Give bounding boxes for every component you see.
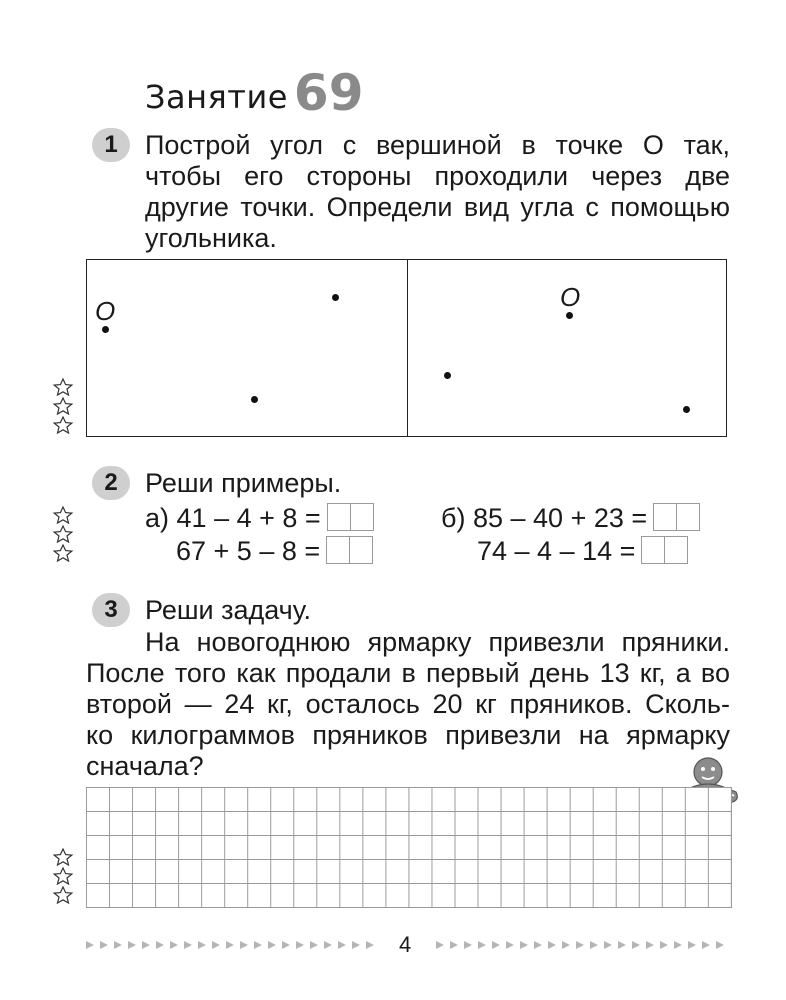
expression: 74 – 4 – 14 = bbox=[477, 536, 636, 566]
expression: 41 – 4 + 8 = bbox=[176, 503, 321, 533]
expression: 85 – 40 + 23 = bbox=[472, 503, 648, 533]
answer-box[interactable] bbox=[327, 503, 374, 531]
difficulty-stars bbox=[52, 378, 76, 435]
expression: 67 + 5 – 8 = bbox=[176, 536, 321, 566]
star-icon bbox=[52, 506, 74, 524]
col-a-label: а) bbox=[145, 503, 170, 533]
point-o-label: О bbox=[95, 296, 116, 326]
lesson-word: Занятие bbox=[145, 78, 288, 116]
task2-b-row1 bbox=[441, 503, 700, 534]
star-icon bbox=[52, 867, 74, 885]
point bbox=[683, 406, 690, 413]
star-icon bbox=[52, 886, 74, 904]
point-o bbox=[102, 326, 109, 333]
answer-box[interactable] bbox=[326, 536, 373, 564]
footer-arrows-right bbox=[436, 940, 731, 950]
point-o bbox=[566, 312, 573, 319]
lesson-number: 69 bbox=[293, 64, 364, 122]
page-footer bbox=[86, 930, 731, 960]
task3-line: На новогоднюю ярмарку привезли пряники. bbox=[145, 627, 730, 657]
task1-line: чтобы его стороны проходили через две bbox=[145, 161, 730, 191]
star-icon bbox=[52, 544, 74, 562]
star-icon bbox=[52, 525, 74, 543]
task1-badge: 1 bbox=[92, 128, 130, 162]
col-b-label: б) bbox=[441, 503, 466, 533]
drawing-box-right[interactable] bbox=[406, 259, 727, 437]
task2-heading: Реши примеры. bbox=[145, 468, 342, 498]
star-icon bbox=[52, 416, 74, 434]
task3-badge: 3 bbox=[92, 593, 130, 627]
point-o-label: О bbox=[560, 282, 581, 312]
star-icon bbox=[52, 397, 74, 415]
task2-b-row2 bbox=[477, 536, 688, 567]
difficulty-stars bbox=[52, 506, 76, 563]
task2-a-row1 bbox=[145, 503, 374, 534]
difficulty-stars bbox=[52, 848, 76, 905]
task3-line: После того как продали в первый день 13 кг, а во bbox=[86, 658, 730, 688]
star-icon bbox=[52, 378, 74, 396]
answer-grid[interactable] bbox=[86, 787, 732, 908]
task1-text bbox=[145, 130, 730, 254]
task2-a-row2 bbox=[176, 536, 373, 567]
task1-line: другие точки. Определи вид угла с помощью bbox=[145, 192, 730, 222]
answer-box[interactable] bbox=[653, 503, 700, 531]
point bbox=[332, 294, 339, 301]
point bbox=[251, 396, 258, 403]
footer-arrows-left bbox=[86, 940, 376, 950]
answer-box[interactable] bbox=[641, 536, 688, 564]
task1-line: угольника. bbox=[145, 223, 277, 253]
task3-line: сначала? bbox=[86, 751, 204, 781]
task3-heading: Реши задачу. bbox=[145, 595, 312, 625]
task2-badge: 2 bbox=[92, 466, 130, 500]
task3-line: второй — 24 кг, осталось 20 кг пряников. Сколь- bbox=[86, 689, 730, 719]
task3-text bbox=[86, 627, 730, 782]
star-icon bbox=[52, 848, 74, 866]
lesson-title bbox=[145, 64, 364, 122]
point bbox=[444, 372, 451, 379]
page-number: 4 bbox=[399, 932, 412, 957]
drawing-box-left[interactable] bbox=[86, 259, 408, 437]
task3-line: ко килограммов пряников привезли на ярмарку bbox=[86, 720, 730, 750]
task1-line: Построй угол с вершиной в точке О так, bbox=[145, 130, 730, 160]
